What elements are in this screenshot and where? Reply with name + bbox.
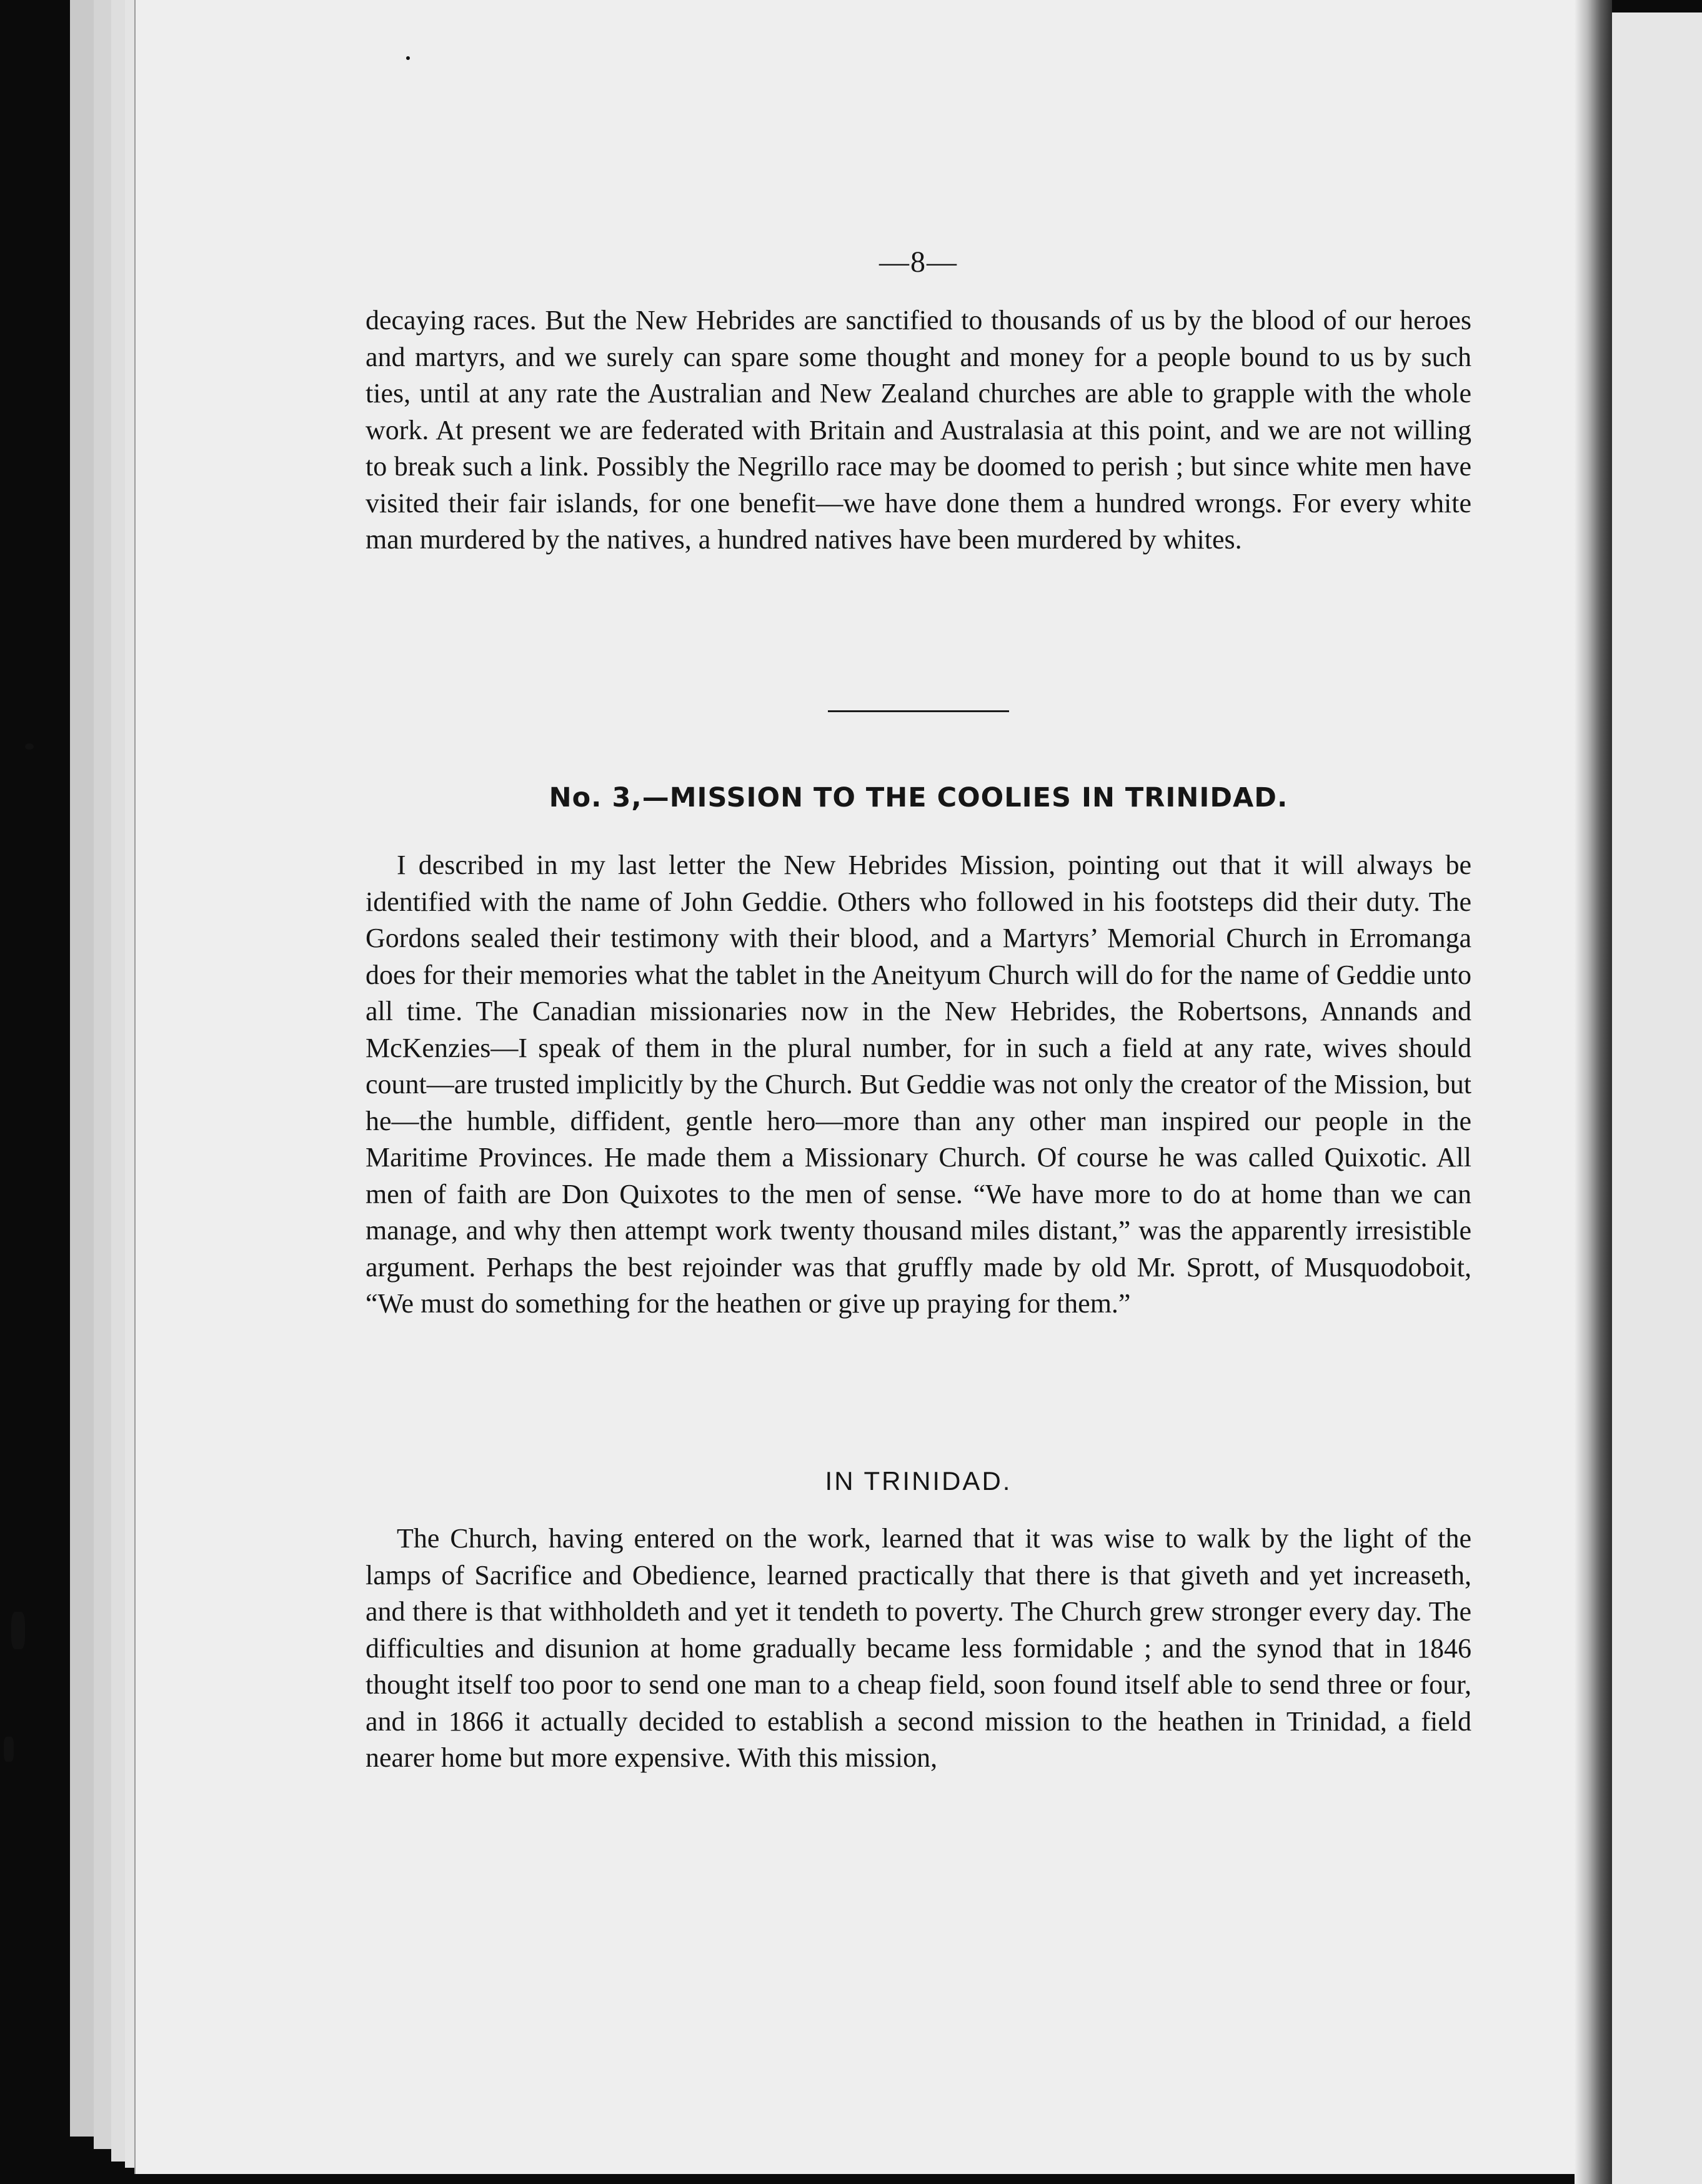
- scan-speck: [4, 1737, 14, 1762]
- facing-page-edge: [1612, 12, 1702, 2184]
- paragraph: I described in my last letter the New Hebrides Mission, pointing out that it will always be identified with the name of John Geddie. Others who followed in his footsteps did their duty. The Gordons sealed their testimony with their blood, and a Martyrs’ Memorial Church in Erromanga does for their memories what the tablet in the Aneityum Church will do for the name of Geddie unto all time. The Canadian missionaries now in the New Hebrides, the Robertsons, Annands and McKenzies—I speak of them in the plural number, for in such a field at any rate, wives should count—are trusted implicitly by the Church. But Geddie was not only the creator of the Mission, but he—the humble, diffident, gentle hero—more than any other man inspired our people in the Maritime Provinces. He made them a Missionary Church. Of course he was called Quixotic. All men of faith are Don Quixotes to the men of sense. “We have more to do at home than we can manage, and why then attempt work twenty thousand miles distant,” was the apparently irresistible argument. Perhaps the best rejoinder was that gruffly made by old Mr. Sprott, of Musquodoboit, “We must do something for the heathen or give up praying for them.”: [366, 850, 1471, 1319]
- page-fold-shadow: [1575, 0, 1612, 2184]
- page-number: —8—: [879, 246, 958, 279]
- scan-speck: [11, 1612, 25, 1649]
- scan-speck: [25, 743, 34, 750]
- scan-speck: [406, 56, 410, 60]
- section-heading: No. 3,—MISSION TO THE COOLIES IN TRINIDAD.: [549, 782, 1288, 813]
- section-divider: [828, 710, 1009, 712]
- sub-heading: IN TRINIDAD.: [825, 1466, 1012, 1496]
- paragraph: The Church, having entered on the work, learned that it was wise to walk by the light of the lamps of Sacrifice and Obedience, learned practically that there is that giveth and yet increaseth, and there is that withholdeth and yet it tendeth to poverty. The Church grew stronger every day. The difficulties and disunion at home gradually became less formidable ; and the synod that in 1846 thought itself too poor to send one man to a cheap field, soon found itself able to send three or four, and in 1866 it actually decided to establish a second mission to the heathen in Trinidad, a field nearer home but more expensive. With this mission,: [366, 1523, 1471, 1773]
- paragraph: decaying races. But the New Hebrides are sanctified to thousands of us by the blood of our heroes and martyrs, and we surely can spare some thought and money for a people bound to us by such ties, until at any rate the Australian and New Zealand churches are able to grapple with the whole work. At present we are federated with Britain and Australasia at this point, and we are not willing to break such a link. Possibly the Negrillo race may be doomed to perish ; but since white men have visited their fair islands, for one benefit—we have done them a hundred wrongs. For every white man murdered by the natives, a hundred natives have been murdered by whites.: [366, 305, 1471, 555]
